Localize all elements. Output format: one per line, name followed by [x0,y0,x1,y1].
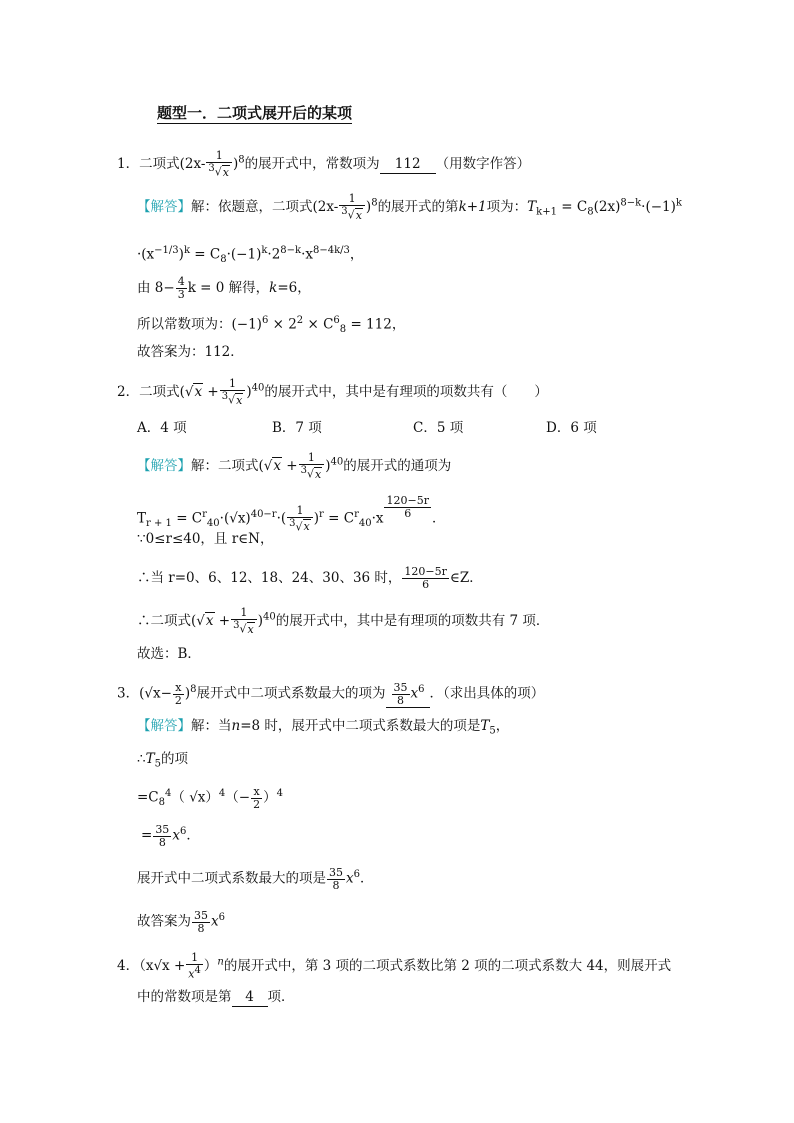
q1-l2-h: ·x [301,246,314,263]
q1-sol-exp: 8 [371,197,378,209]
q3-final-a: 故答案为 [137,913,191,930]
q1-sol-expr: (2x- $\frac{1}{3√x}$ )$^8$ [312,192,378,222]
q1-root-arg: x [222,165,229,179]
q2-gen-b: = C [171,510,203,527]
q3-result [137,866,374,892]
q1-sol-root-arg: x [355,208,362,222]
q3-stem [117,681,544,708]
q1-l4-f: 6 [333,315,340,326]
section-title: 题型一．二项式展开后的某项 [157,104,353,122]
q1-solution-line4 [137,312,405,339]
q1-l2-exp: −1/3 [154,245,179,256]
q2-gen-d: 40 [206,518,220,530]
q2-gen-f: 40−r [250,509,277,520]
q1-number: 1． [117,155,140,172]
q1-sol-g: (2x) [593,198,621,215]
q2-concl-exp: 40 [263,611,276,623]
q3-solution-line1 [137,717,509,741]
q3-post-b: ．（求出具体的项） [429,685,545,702]
q3-exp: 8 [190,684,197,695]
q4-line2 [137,988,295,1007]
q1-sol-frac-num: 1 [348,192,356,205]
q1-exp: 8 [238,154,245,166]
q2-gen-exp-den: 6 [384,507,430,520]
q3-eq2-x: x [172,827,180,844]
q4-line2-a: 中的常数项是第 [137,989,232,1005]
q3-final-e: 6 [218,912,225,923]
q3-res-d: 8 [327,879,345,892]
q1-l2-i: 8−4k/3 [313,245,350,256]
q3-ans-x: x [410,685,419,702]
q1-expr: (2x- $\frac{1}{3√x}$ )$^8$ [179,149,245,179]
q4-line2-b: 项． [267,989,295,1005]
q1-stem [117,150,530,179]
q3-eq1-a: =C [137,789,159,806]
q2-concl-b: 的展开式中，其中是有理项的项数共有 7 项． [275,612,550,629]
q4-number: 4． [117,957,140,974]
q3-sol-b: =8 时，展开式中二项式系数最大的项是 [240,718,481,734]
q2-gen-c: r [202,509,207,520]
q1-l3-b: k = 0 解得， [187,280,270,296]
q1-pre: 二项式 [139,155,180,172]
q1-l3-a: 由 8− [137,280,175,296]
q3-eq1-fn: x [253,784,260,798]
q4-exp: n [217,956,224,968]
q1-sol-T: T [527,198,537,215]
q2-so-fd: 6 [402,578,448,591]
q3-final-d: 8 [192,922,210,935]
q3-expr-a: (√x− [139,685,172,702]
q1-sol-T-sub: k+1 [536,206,557,218]
q4-expr-b: ） [203,957,218,974]
q3-eq1-f: （− [225,789,251,806]
q2-option-a: A．4 项 [137,420,187,436]
answer-tag: 【解答】 [137,198,191,215]
q2-gen-a: T [137,510,147,527]
q2-gen-exp-num: 120−5r [386,494,429,507]
q1-sol-b: 的展开式的第 [377,198,459,215]
q1-expr-a: (2x- [179,155,206,172]
q2-gen-g: ·( [276,510,287,527]
q2-stem: 2．二项式(√x + $\frac{1}{3√x}$ )$^{40}$的展开式中，其中是有理项的项数共有（ ） [117,377,548,407]
q3-eq2-end: ． [186,827,200,844]
q2-so-a: ∴当 r=0、6、12、18、24、30、36 时， [137,570,402,586]
q1-l2-b: ) [178,246,184,263]
q2-sol-a: 解：二项式 [191,457,259,474]
q1-sol-root-index: 3 [341,206,348,217]
q3-final [137,909,225,935]
q1-l3-d: =6， [277,280,311,296]
q1-answer-blank: 112 [380,155,436,174]
q1-l4-d: 2 [296,315,304,326]
q2-gen-j: = C [323,510,355,527]
q3-so: ∴ [137,751,146,767]
q3-eq1-g: ） [263,789,277,806]
q1-l2-e: ·(−1) [226,246,262,263]
q2-gen-sub: r + 1 [146,518,172,530]
q4-expr-a: （x√x + [139,957,186,974]
q2-because: ∵0≤r≤40，且 r∈N， [137,531,274,547]
q4-fd-e: 4 [194,965,201,976]
q4-fd [186,964,203,981]
q3-eq2-d: 8 [153,836,171,849]
q1-sol-C: = C [556,198,588,215]
q3-final-n: 35 [194,908,208,922]
q4-fn: 1 [191,951,199,964]
q3-eq2-a: = [141,827,153,844]
q2-gen-e: ·(√x) [219,510,251,527]
q1-l4-h: = 112， [346,316,406,333]
q3-post-a: 展开式中二项式系数最大的项为 [196,685,386,702]
q3-sol-a: 解：当 [191,718,232,734]
q1-l2-c: k [183,245,190,256]
q2-sol-exp: 40 [330,456,344,468]
q3-sol-t5: 5 [489,725,496,737]
q2-gen-i: r [319,509,324,520]
q3-eq1-h: 4 [276,788,283,799]
q3-so-t: T [145,751,155,767]
q2-option-c: C．5 项 [413,420,464,436]
q3-expr-b: ) [184,685,191,702]
q2-gen-k: ·x [371,510,384,527]
q1-sol-h: 8−k [620,197,642,209]
q1-l3-fn: 4 [177,275,185,288]
q3-ans-n: 35 [393,680,408,694]
q1-l3-fd: 3 [177,288,185,301]
q1-sol-k: k+1 [458,198,487,215]
q2-option-d: D．6 项 [546,420,597,436]
q2-option-b: B．7 项 [272,420,322,436]
q3-ans-e: 6 [418,684,425,695]
q1-solution-line1: 【解答】解：依题意，二项式(2x- $\frac{1}{3√x}$ )$^8$的展开式的第k+1项为：$T_{k+1} = C_8(2x)^{8-k}\cdot(-1)^k$ [137,192,682,222]
q3-sol-t: T [480,718,490,734]
q3-eq2-n: 35 [155,822,170,836]
q2-pre: 二项式 [139,383,180,400]
q1-l2-d: = C [190,246,221,263]
q3-eq2 [141,823,200,849]
q2-choose: 故选：B． [137,646,201,662]
q3-sol-end: ， [495,718,510,734]
q3-eq1-b: 8 [158,797,166,809]
q1-l4-a: 所以常数项为：(−1) [137,316,262,333]
q1-note: （用数字作答） [435,155,531,172]
q1-l2-end: ， [349,246,364,263]
q1-frac-num: 1 [215,149,223,162]
q2-gen-h: ) [313,510,320,527]
q1-l4-c: × 2 [268,316,297,333]
q1-solution-line5: 故答案为：112． [137,344,244,360]
q3-res-end: ． [360,870,374,887]
q3-number: 3． [117,685,140,702]
q2-number: 2． [117,383,140,400]
q1-l2-a: ·(x [137,246,155,263]
q4-answer-blank: 4 [232,988,268,1007]
q3-res-e: 6 [353,869,360,880]
q3-eq1-fd: 2 [253,797,261,811]
q3-eq1-d: （ √x） [171,789,219,806]
q3-sol-n: n [231,718,241,734]
q2-so-fn: 120−5r [404,565,447,578]
q1-l3-c: k [269,280,278,296]
q2-concl-a: ∴二项式 [137,612,191,629]
q3-ans-d: 8 [392,694,410,707]
q1-root-index: 3 [208,163,215,174]
q1-l4-e: × C [303,316,334,333]
answer-tag-3: 【解答】 [137,718,191,734]
q4-fd-x: x [188,967,195,981]
q3-eq1-c: 4 [165,788,172,799]
q4-post: 的展开式中，第 3 项的二项式系数比第 2 项的二项式系数大 44，则展开式 [223,957,672,974]
q1-solution-line2: $\cdot(x^{-1/3})^k = C_8\cdot(-1)^k\cdot 2^{8-k}\cdot x^{8-4k/3}$， [137,245,364,266]
q3-res-a: 展开式中二项式系数最大的项是 [137,870,326,887]
q2-so-b: ∈Z． [449,570,483,586]
q1-l4-g: 8 [339,324,347,336]
q2-solution-line1: 【解答】解：二项式(√x + $\frac{1}{3√x}$ )$^{40}$的展开式的通项为 [137,451,452,481]
q3-so-b: 的项 [160,751,188,767]
q2-gen-end: ． [431,510,446,527]
q3-eq1-e: 4 [218,788,226,799]
q1-sol-a: 解：依题意，二项式 [191,198,313,215]
q3-eq2-e: 6 [179,826,187,837]
q1-l4-b: 6 [261,315,269,326]
q1-post: 的展开式中，常数项为 [244,155,380,172]
q1-sol-j: k [675,197,682,209]
q3-answer-blank [386,681,430,708]
q2-so [137,566,483,591]
q1-frac [206,150,232,179]
q3-fn: x [175,680,182,694]
q3-res-n: 35 [329,865,343,879]
q3-res-x: x [346,870,354,887]
q1-solution-line3 [137,276,311,301]
q1-frac-den: 3√x [206,162,232,179]
q2-post: 的展开式中，其中是有理项的项数共有（ ） [264,383,548,400]
q1-l2-f: ·2 [267,246,281,263]
q3-so [137,750,188,774]
q4-stem [117,952,671,981]
q3-eq1 [137,785,283,812]
q3-fd: 2 [174,693,182,707]
q2-general-term: $T_{r + 1} = C^r_{40}\cdot(√x)^{40-r}\cdot$( $\frac{1}{3√x}$ )$^r = C^r_{40}\cdot x$ $\frac{120-5r}{6}$ ． [137,494,446,534]
q3-final-x: x [211,913,219,930]
q2-conclusion: ∴二项式(√x + $\frac{1}{3√x}$ )$^{40}$的展开式中，其中是有理项的项数共有 7 项． [137,606,550,636]
q2-sol-b: 的展开式的通项为 [343,457,452,474]
q1-l2-g: 8−k [280,245,302,256]
q3-so-t5: 5 [154,758,161,770]
q2-exp: 40 [251,382,265,394]
q1-sol-c: 项为： [486,198,528,215]
q1-sol-i: ·(−1) [641,198,676,215]
answer-tag-2: 【解答】 [137,457,191,474]
